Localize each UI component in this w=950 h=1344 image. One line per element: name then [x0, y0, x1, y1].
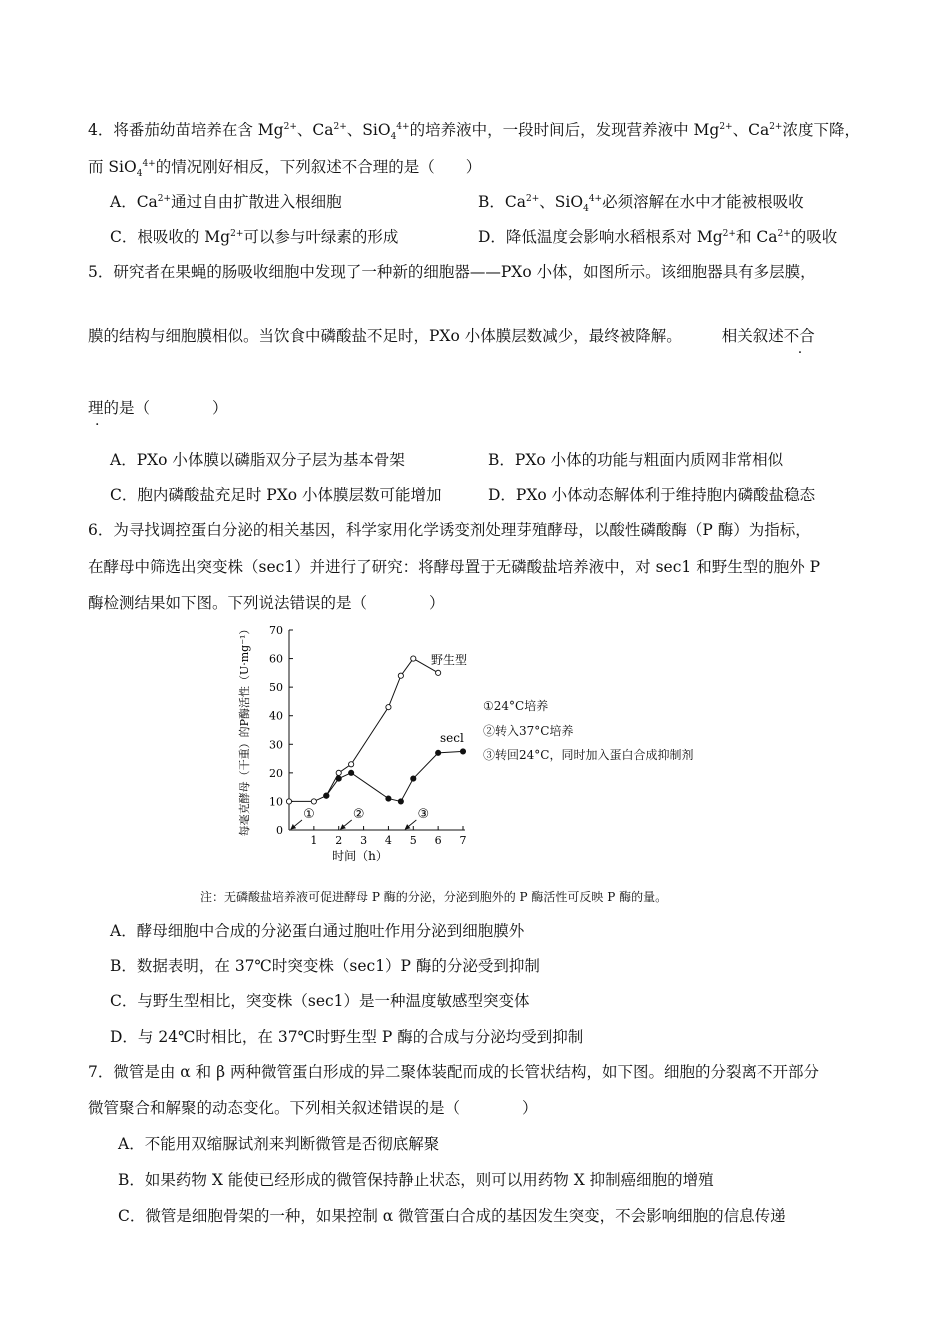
emphasis-text: 不合	[783, 327, 815, 345]
data-point	[411, 656, 416, 661]
event-marker-label: ③	[417, 807, 430, 822]
q7-stem-line1: 7．微管是由 α 和 β 两种微管蛋白形成的异二聚体装配而成的长管状结构，如下图。细胞的分裂离不开部分	[88, 1063, 820, 1081]
y-axis-label: 每毫克酵母（干重）的P酶活性（U·mg⁻¹）	[238, 623, 251, 837]
y-tick-label: 50	[269, 681, 283, 695]
event-marker-arrow	[341, 820, 352, 829]
x-tick-label: 2	[335, 834, 343, 847]
q4-option-a[interactable]: A．$Ca^{2+}$通过自由扩散进入根细胞	[110, 193, 342, 211]
q4-option-c[interactable]: C．根吸收的 $Mg^{2+}$可以参与叶绿素的形成	[110, 228, 399, 246]
q5-stem-line3: 理的是（ ）	[88, 399, 228, 417]
legend-item-3: ③转回24°C，同时加入蛋白合成抑制剂	[483, 748, 694, 762]
q5-stem-line2: 膜的结构与细胞膜相似。当饮食中磷酸盐不足时，PXo 小体膜层数减少，最终被降解。 相关叙述不合	[88, 327, 815, 345]
data-point	[436, 670, 441, 675]
q5-option-a[interactable]: A．PXo 小体膜以磷脂双分子层为基本骨架	[110, 451, 405, 469]
q6-stem-line2: 在酵母中筛选出突变株（sec1）并进行了研究：将酵母置于无磷酸盐培养液中，对 sec1 和野生型的胞外 P	[88, 558, 821, 576]
q5-option-b[interactable]: B．PXo 小体的功能与粗面内质网非常相似	[488, 451, 784, 469]
y-tick-label: 10	[269, 795, 283, 809]
data-point	[349, 770, 354, 775]
chart-lines	[289, 659, 463, 802]
data-point	[398, 673, 403, 678]
q7-option-a[interactable]: A．不能用双缩脲试剂来判断微管是否彻底解聚	[118, 1135, 440, 1153]
x-tick-label: 4	[384, 834, 392, 847]
chart-note: 注：无磷酸盐培养液可促进酵母 P 酶的分泌，分泌到胞外的 P 酶活性可反映 P 酶的量。	[200, 890, 668, 904]
q7-option-b[interactable]: B．如果药物 X 能使已经形成的微管保持静止状态，则可以用药物 X 抑制癌细胞的增殖	[118, 1171, 714, 1189]
event-marker-label: ②	[352, 807, 365, 822]
q5-option-c[interactable]: C．胞内磷酸盐充足时 PXo 小体膜层数可能增加	[110, 486, 442, 504]
x-axis-label: 时间（h）	[332, 849, 388, 863]
x-tick-label: 1	[310, 834, 318, 847]
data-point	[398, 799, 403, 804]
q5-stem-line1: 5．研究者在果蝇的肠吸收细胞中发现了一种新的细胞器——PXo 小体，如图所示。该细胞器具有多层膜，	[88, 263, 816, 281]
data-point	[436, 750, 441, 755]
data-point	[386, 705, 391, 710]
q6-option-d[interactable]: D．与 24℃时相比，在 37℃时野生型 P 酶的合成与分泌均受到抑制	[110, 1028, 584, 1046]
p-enzyme-chart	[228, 618, 488, 868]
q4-stem-line2: 而 SiO$_4^{4+}$的情况刚好相反，下列叙述不合理的是（ ）	[88, 158, 482, 180]
x-tick-label: 5	[409, 834, 417, 847]
y-tick-label: 0	[276, 824, 283, 837]
event-marker-arrow	[291, 820, 302, 829]
y-tick-label: 70	[269, 624, 283, 637]
data-point	[460, 749, 465, 754]
emphasis-text: 理	[88, 399, 104, 417]
q4-option-b[interactable]: B．$Ca^{2+}$、SiO$_4^{4+}$必须溶解在水中才能被根吸收	[478, 193, 804, 215]
series-line-1	[326, 751, 463, 801]
data-point	[311, 799, 316, 804]
event-marker-arrow	[405, 820, 416, 829]
data-point	[349, 762, 354, 767]
series-label-wildtype: 野生型	[431, 653, 468, 667]
event-marker-label: ①	[303, 807, 315, 822]
y-tick-label: 30	[269, 738, 283, 752]
series-label-secl: secl	[440, 731, 464, 745]
x-tick-label: 6	[434, 834, 442, 847]
data-point	[336, 770, 341, 775]
q5-option-d[interactable]: D．PXo 小体动态解体利于维持胞内磷酸盐稳态	[488, 486, 816, 504]
x-tick-label: 7	[459, 834, 467, 847]
data-point	[386, 796, 391, 801]
chart-points	[286, 656, 465, 804]
x-tick-label: 3	[360, 834, 368, 847]
y-tick-label: 20	[269, 766, 283, 780]
q7-option-c[interactable]: C．微管是细胞骨架的一种，如果控制 α 微管蛋白合成的基因发生突变，不会影响细胞的信息传递	[118, 1207, 786, 1225]
data-point	[286, 799, 291, 804]
q6-option-c[interactable]: C．与野生型相比，突变株（sec1）是一种温度敏感型突变体	[110, 992, 530, 1010]
q6-stem-line1: 6．为寻找调控蛋白分泌的相关基因，科学家用化学诱变剂处理芽殖酵母，以酸性磷酸酶（P 酶）为指标，	[88, 521, 811, 539]
q4-option-d[interactable]: D．降低温度会影响水稻根系对 $Mg^{2+}$和 $Ca^{2+}$的吸收	[478, 228, 838, 246]
y-tick-label: 40	[269, 709, 283, 723]
data-point	[411, 776, 416, 781]
q6-option-b[interactable]: B．数据表明，在 37℃时突变株（sec1）P 酶的分泌受到抑制	[110, 957, 540, 975]
data-point	[324, 793, 329, 798]
q4-stem-line1: 4．将番茄幼苗培养在含 $Mg^{2+}$、$Ca^{2+}$、SiO$_4^{4+}$的培养液中，一段时间后，发现营养液中 $Mg^{2+}$、$Ca^{2+}$浓度下降，	[88, 121, 860, 143]
chart-event-markers	[291, 807, 429, 829]
q6-option-a[interactable]: A．酵母细胞中合成的分泌蛋白通过胞吐作用分泌到细胞膜外	[110, 922, 525, 940]
q7-stem-line2: 微管聚合和解聚的动态变化。下列相关叙述错误的是（ ）	[88, 1099, 538, 1117]
q6-stem-line3: 酶检测结果如下图。下列说法错误的是（ ）	[88, 594, 445, 612]
data-point	[336, 776, 341, 781]
legend-item-1: ①24°C培养	[483, 699, 549, 713]
legend-item-2: ②转入37°C培养	[483, 724, 574, 738]
y-tick-label: 60	[269, 652, 283, 666]
